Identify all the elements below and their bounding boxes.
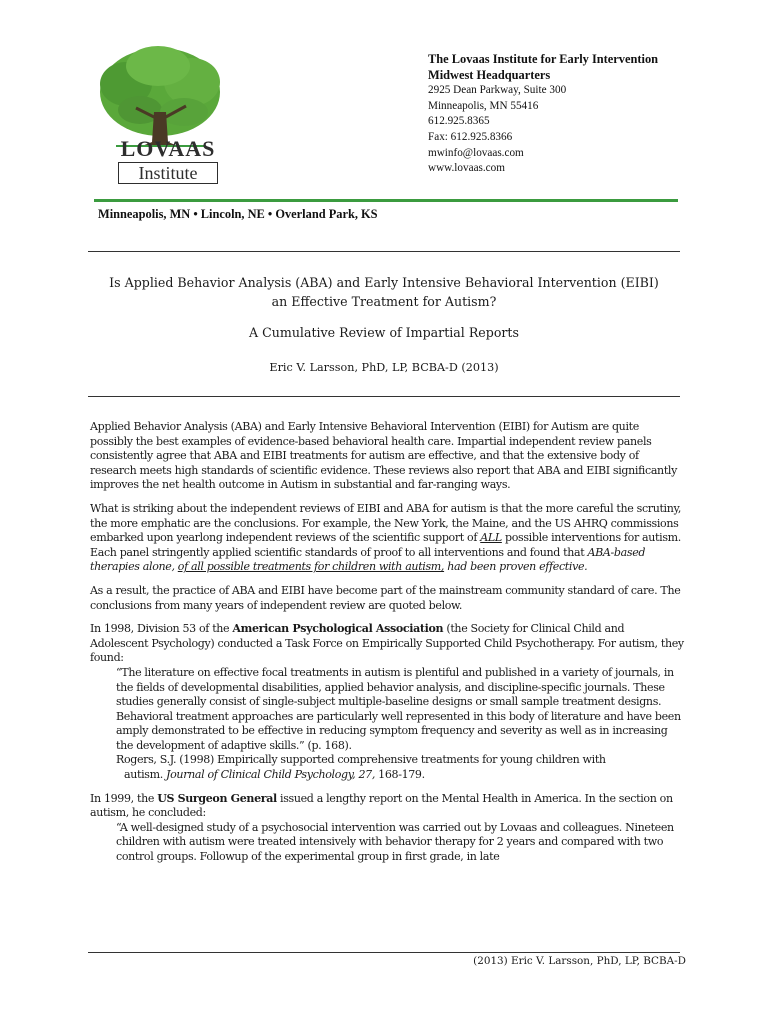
paragraph-surgeon-general <box>90 792 684 821</box>
title-line1: Is Applied Behavior Analysis (ABA) and Early Intensive Behavioral Intervention (EIBI) <box>109 275 659 290</box>
document-body <box>90 420 684 865</box>
text-span: (the Society for Clinical Child and Adolescent Psychology) conducted a Task Force on Empirically Supported Child Psychotherapy. For autism, they found: <box>90 622 684 665</box>
footer-text: (2013) Eric V. Larsson, PhD, LP, BCBA-D <box>473 955 686 967</box>
green-divider <box>94 199 678 202</box>
apa-name: American Psychological Association <box>232 622 444 636</box>
website-link[interactable]: www.lovaas.com <box>428 162 505 175</box>
address-line2: Minneapolis, MN 55416 <box>428 99 539 112</box>
logo-line2: Institute <box>118 162 218 184</box>
emphasis-all: ALL <box>480 531 502 545</box>
text-span: In 1998, Division 53 of the <box>90 622 233 636</box>
text-span: issued a lengthy report on the Mental Health in America. In the section on autism, he concluded: <box>90 791 673 820</box>
surgeon-general: US Surgeon General <box>157 791 277 805</box>
contact-block <box>428 52 658 177</box>
paragraph-intro: Applied Behavior Analysis (ABA) and Early Intensive Behavioral Intervention (EIBI) for Autism are quite possibly the best examples of evidence-based behavioral health care. Impartial independent review panels consistently agree that ABA and EIBI treatments for autism are effective, and that the extensive body of research meets high standards of scientific evidence. These reviews also report that ABA and EIBI significantly improves the net health outcome in Autism in substantial and far-ranging ways. <box>90 420 677 492</box>
paragraph-reviews <box>90 502 684 575</box>
fax: Fax: 612.925.8366 <box>428 130 513 143</box>
office-cities: Minneapolis, MN • Lincoln, NE • Overland Park, KS <box>98 207 378 221</box>
apa-reference <box>116 753 684 768</box>
ref-text: 168-179. <box>375 768 425 782</box>
surgeon-general-quote: “A well-designed study of a psychosocial intervention was carried out by Lovaas and colleagues. Nineteen children with autism were treated intensively with behavior therapy for 2 years and compared with two control groups. Followup of the experimental group in first grade, in late <box>116 820 674 864</box>
journal-name: Journal of Clinical Child Psychology, 27, <box>166 768 375 782</box>
text-span: In 1999, the <box>90 791 158 805</box>
paragraph-apa <box>90 622 684 666</box>
paragraph-standard-of-care: As a result, the practice of ABA and EIBI have become part of the mainstream community standard of care. The conclusions from many years of independent review are quoted below. <box>90 583 681 612</box>
emphasis-underlined: of all possible treatments for children with autism, <box>177 560 445 574</box>
logo-line1: LOVAAS <box>120 136 216 161</box>
title-line2: an Effective Treatment for Autism? <box>271 294 497 309</box>
emphasis-aba-alone: ABA-based therapies alone, <box>90 545 646 574</box>
emphasis-proven: had been proven effective. <box>444 560 588 574</box>
apa-quote: “The literature on effective focal treatments in autism is plentiful and published in a variety of journals, in the fields of developmental disabilities, applied behavior analysis, and discipline-specific journals. These studies generally consist of single-subject multiple-baseline designs or small sample treatment designs. Behavioral treatment approaches are particularly well represented in this body of literature and have been amply demonstrated to be effective in reducing symptom frequency and severity as well as in increasing the development of adaptive skills.” (p. 168). <box>116 665 681 752</box>
footer-rule <box>88 952 680 953</box>
hq-name: Midwest Headquarters <box>428 67 551 82</box>
ref-text: Rogers, S.J. (1998) Empirically supported comprehensive treatments for young children with <box>116 753 606 767</box>
document-subtitle: A Cumulative Review of Impartial Reports <box>249 325 519 340</box>
text-span: possible interventions for autism. Each panel stringently applied scientific standards of proof to all interventions and found that <box>90 531 681 559</box>
text-span: What is striking about the independent reviews of EIBI and ABA for autism is that the more careful the scrutiny, the more emphatic are the conclusions. For example, the New York, the Maine, and the US AHRQ commissions embarked upon yearlong independent reviews of the scientific support of <box>90 501 682 545</box>
org-name: The Lovaas Institute for Early Intervention <box>428 52 659 66</box>
phone: 612.925.8365 <box>428 115 490 128</box>
logo-wordmark <box>118 138 218 184</box>
title-bottom-rule <box>88 396 680 397</box>
apa-reference-cont <box>124 768 684 783</box>
ref-text: autism. <box>124 768 167 782</box>
email-link[interactable]: mwinfo@lovaas.com <box>428 146 524 159</box>
address-line1: 2925 Dean Parkway, Suite 300 <box>428 84 567 97</box>
lovaas-institute-logo <box>96 42 224 188</box>
author-line: Eric V. Larsson, PhD, LP, BCBA-D (2013) <box>269 361 499 374</box>
document-title <box>88 273 680 311</box>
title-top-rule <box>88 251 680 252</box>
